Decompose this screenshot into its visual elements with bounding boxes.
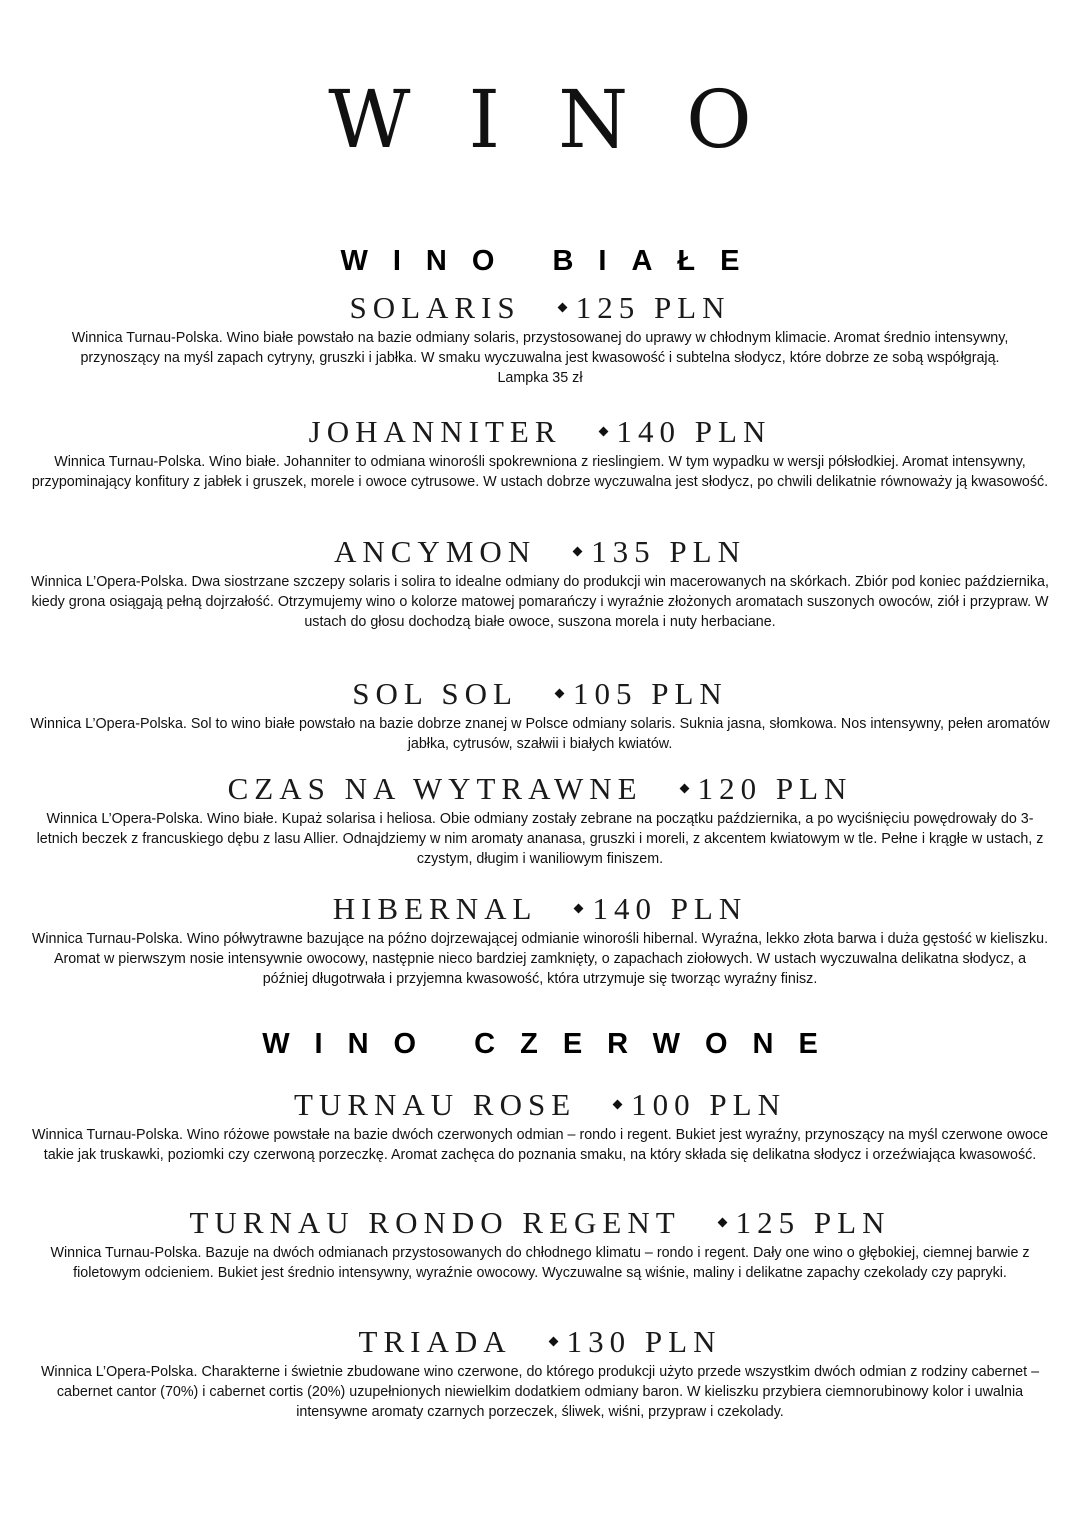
wine-price: 105 PLN [572,676,728,711]
wine-item [30,769,1050,869]
wine-price: 135 PLN [591,534,746,569]
wine-price: 125 PLN [735,1205,891,1240]
wine-item [30,532,1050,632]
page-title: WINO [328,73,810,166]
wine-description: Winnica L’Opera-Polska. Wino białe. Kupaż solarisa i heliosa. Obie odmiany zostały zebrane na początku października, a po wyciśnięciu powędrowały do 3-letnich beczek z francuskiego dębu z lasu Allier. Odnajdziemy w nim aromaty ananasa, gruszki i moreli, z akcentem kwiatowym w tle. Pełne i krągłe w ustach, z czystym, długim i waniliowym finiszem. [36,811,1044,867]
wine-item [30,1085,1050,1165]
wine-name: TURNAU ROSE [294,1087,577,1122]
section-title-white: WINO BIAŁE [340,245,765,277]
wine-description: Winnica Turnau-Polska. Wino białe. Johanniter to odmiana winorośli spokrewniona z rieslingiem. W tym wypadku w wersji półsłodkiej. Aromat intensywny, przypominający konfitury z jabłek i gruszek, morele i owoce cytrusowe. W ustach dobrze wyczuwalna jest słodycz, po chwili delikatnie równoważy ją kwasowość. [31,454,1049,490]
wine-name: ANCYMON [333,534,537,569]
wine-heading [30,412,1050,452]
wine-item [30,889,1050,989]
diamond-icon [598,427,608,437]
diamond-icon [555,689,565,699]
wine-name: JOHANNITER [308,414,562,449]
wine-price: 140 PLN [616,414,772,449]
wine-note: Lampka 35 zł [497,370,583,386]
diamond-icon [573,547,583,557]
diamond-icon [679,784,689,794]
wine-description: Winnica Turnau-Polska. Bazuje na dwóch odmianach przystosowanych do chłodnego klimatu – rondo i regent. Dały one wino o głębokiej, ciemnej barwie z fioletowym odcieniem. Bukiet jest średnio intensywny, wyraźnie owocowy. Wyczuwalne są wiśnie, maliny i delikatne zapachy czekolady czy papryki. [50,1245,1030,1281]
wine-price: 140 PLN [592,891,748,926]
wine-heading [30,1085,1050,1125]
wine-item [30,1203,1050,1283]
wine-description: Winnica Turnau-Polska. Wino białe powstało na bazie odmiany solaris, przystosowanej do uprawy w chłodnym klimacie. Aromat średnio intensywny, przynoszący na myśl zapach cytryny, gruszki i jabłka. W smaku wyczuwalna jest kwasowość i subtelna słodycz, które dobrze ze sobą współgrają. [71,330,1009,366]
wine-price: 120 PLN [697,771,853,806]
wine-description: Winnica Turnau-Polska. Wino półwytrawne bazujące na późno dojrzewającej odmianie winorośli hibernal. Wyraźna, lekko złota barwa i duża gęstość w kieliszku. Aromat w pierwszym nosie intensywnie owocowy, następnie nieco bardziej zamknięty, o zapachach ziołowych. W ustach wyczuwalna delikatna słodycz, a później długotrwała i przyjemna kwasowość, która utrzymuje się tworząc wyraźny finisz. [31,931,1049,987]
diamond-icon [557,303,567,313]
wine-name: TURNAU RONDO REGENT [189,1205,681,1240]
wine-price: 130 PLN [566,1324,722,1359]
wine-description: Winnica Turnau-Polska. Wino różowe powstałe na bazie dwóch czerwonych odmian – rondo i regent. Bukiet jest wyraźny, przynoszący na myśl czerwone owoce takie jak truskawki, poziomki czy czerwoną porzeczkę. Aromat zachęca do poznania smaku, na który składa się delikatna słodycz i orzeźwiająca kwasowość. [31,1127,1049,1163]
wine-item [30,288,1050,388]
wine-price: 125 PLN [575,290,731,325]
wine-heading [30,1322,1050,1362]
wine-heading [30,288,1050,328]
wine-heading [30,532,1050,572]
wine-item [30,1322,1050,1422]
wine-name: TRIADA [358,1324,512,1359]
wine-heading [30,674,1050,714]
wine-name: SOLARIS [349,290,521,325]
wine-description: Winnica L’Opera-Polska. Dwa siostrzane szczepy solaris i solira to idealne odmiany do produkcji win macerowanych na skórkach. Zbiór pod koniec października, kiedy grona osiągają pełną dojrzałość. Otrzymujemy wino o kolorze matowej pomarańczy i wyraźnie złożonych aromatach suszonych owoców, ziół i przypraw. W ustach do głosu dochodzą białe owoce, suszona morela i nuty herbaciane. [31,574,1049,630]
diamond-icon [717,1218,727,1228]
diamond-icon [613,1100,623,1110]
diamond-icon [574,904,584,914]
section-title-red: WINO CZERWONE [262,1028,843,1060]
wine-name: HIBERNAL [332,891,538,926]
diamond-icon [548,1337,558,1347]
wine-heading [30,769,1050,809]
wine-price: 100 PLN [631,1087,786,1122]
wine-heading [30,889,1050,929]
wine-description: Winnica L’Opera-Polska. Charakterne i świetnie zbudowane wino czerwone, do którego produkcji użyto przede wszystkim dwóch odmian z rodziny cabernet – cabernet cantor (70%) i cabernet cortis (20%) uzupełnionych niewielkim dodatkiem odmiany baron. W kieliszku przybiera ciemnorubinowy kolor i uwalnia intensywne aromaty czarnych porzeczek, śliwek, wiśni, przypraw i czekolady. [40,1364,1040,1420]
wine-item [30,412,1050,492]
wine-name: SOL SOL [352,676,518,711]
wine-item [30,674,1050,754]
wine-description: Winnica L’Opera-Polska. Sol to wino białe powstało na bazie dobrze znanej w Polsce odmiany solaris. Suknia jasna, słomkowa. Nos intensywny, pełen aromatów jabłka, cytrusów, szałwii i białych kwiatów. [30,716,1050,752]
wine-name: CZAS NA WYTRAWNE [227,771,643,806]
wine-heading [30,1203,1050,1243]
